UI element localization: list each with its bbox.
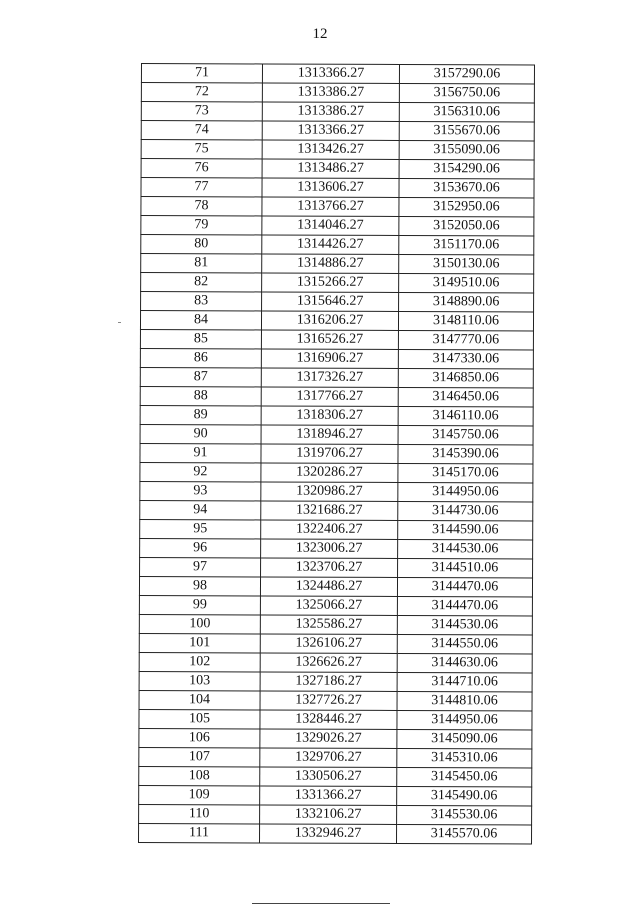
y-coordinate-cell: 3144550.06 bbox=[397, 634, 532, 654]
x-coordinate-cell: 1320986.27 bbox=[261, 482, 398, 502]
y-coordinate-cell: 3144530.06 bbox=[397, 615, 532, 635]
table-row bbox=[139, 671, 532, 692]
point-number-cell: 86 bbox=[140, 348, 261, 367]
y-coordinate-cell: 3146110.06 bbox=[398, 406, 533, 426]
y-coordinate-cell: 3155670.06 bbox=[399, 121, 534, 141]
y-coordinate-cell: 3145570.06 bbox=[397, 824, 532, 844]
x-coordinate-cell: 1323006.27 bbox=[261, 539, 398, 559]
point-number-cell: 85 bbox=[140, 329, 261, 348]
table-row bbox=[139, 747, 532, 768]
table-row bbox=[140, 348, 533, 369]
table-row bbox=[140, 311, 533, 332]
x-coordinate-cell: 1314046.27 bbox=[262, 216, 399, 236]
table-row bbox=[141, 64, 534, 85]
x-coordinate-cell: 1313366.27 bbox=[262, 64, 399, 84]
y-coordinate-cell: 3151170.06 bbox=[399, 235, 534, 255]
table-row bbox=[141, 273, 534, 294]
y-coordinate-cell: 3144510.06 bbox=[398, 558, 533, 578]
point-number-cell: 89 bbox=[140, 405, 261, 424]
table-row bbox=[141, 178, 534, 199]
table-row bbox=[139, 690, 532, 711]
x-coordinate-cell: 1327186.27 bbox=[260, 672, 397, 692]
bottom-edge-line bbox=[252, 903, 390, 904]
point-number-cell: 97 bbox=[140, 557, 261, 576]
x-coordinate-cell: 1313486.27 bbox=[262, 159, 399, 179]
y-coordinate-cell: 3144730.06 bbox=[398, 501, 533, 521]
table-row bbox=[141, 235, 534, 256]
table-row bbox=[139, 614, 532, 635]
y-coordinate-cell: 3148110.06 bbox=[398, 311, 533, 331]
point-number-cell: 71 bbox=[141, 64, 262, 83]
x-coordinate-cell: 1313426.27 bbox=[262, 140, 399, 160]
point-number-cell: 77 bbox=[141, 178, 262, 197]
x-coordinate-cell: 1313386.27 bbox=[262, 83, 399, 103]
point-number-cell: 110 bbox=[139, 804, 260, 823]
point-number-cell: 74 bbox=[141, 121, 262, 140]
x-coordinate-cell: 1319706.27 bbox=[261, 444, 398, 464]
x-coordinate-cell: 1318946.27 bbox=[261, 425, 398, 445]
x-coordinate-cell: 1318306.27 bbox=[261, 406, 398, 426]
point-number-cell: 103 bbox=[139, 671, 260, 690]
y-coordinate-cell: 3144950.06 bbox=[398, 482, 533, 502]
table-row bbox=[140, 538, 533, 559]
x-coordinate-cell: 1329706.27 bbox=[260, 748, 397, 768]
point-number-cell: 80 bbox=[141, 235, 262, 254]
table-row bbox=[141, 102, 534, 123]
coordinates-table bbox=[138, 63, 535, 845]
x-coordinate-cell: 1332106.27 bbox=[260, 805, 397, 825]
y-coordinate-cell: 3144470.06 bbox=[397, 596, 532, 616]
point-number-cell: 104 bbox=[139, 690, 260, 709]
x-coordinate-cell: 1323706.27 bbox=[261, 558, 398, 578]
table-row bbox=[139, 633, 532, 654]
table-row bbox=[140, 405, 533, 426]
table-row bbox=[139, 709, 532, 730]
table-row bbox=[139, 595, 532, 616]
point-number-cell: 84 bbox=[140, 311, 261, 330]
y-coordinate-cell: 3145310.06 bbox=[397, 748, 532, 768]
point-number-cell: 93 bbox=[140, 481, 261, 500]
table-row bbox=[139, 576, 532, 597]
point-number-cell: 111 bbox=[139, 823, 260, 842]
point-number-cell: 101 bbox=[139, 633, 260, 652]
y-coordinate-cell: 3152950.06 bbox=[399, 197, 534, 217]
table-row bbox=[140, 557, 533, 578]
table-row bbox=[140, 519, 533, 540]
x-coordinate-cell: 1331366.27 bbox=[260, 786, 397, 806]
x-coordinate-cell: 1329026.27 bbox=[260, 729, 397, 749]
x-coordinate-cell: 1317766.27 bbox=[261, 387, 398, 407]
table-row bbox=[141, 159, 534, 180]
y-coordinate-cell: 3145750.06 bbox=[398, 425, 533, 445]
point-number-cell: 91 bbox=[140, 443, 261, 462]
y-coordinate-cell: 3145490.06 bbox=[397, 786, 532, 806]
point-number-cell: 92 bbox=[140, 462, 261, 481]
y-coordinate-cell: 3145450.06 bbox=[397, 767, 532, 787]
x-coordinate-cell: 1313386.27 bbox=[262, 102, 399, 122]
table-row bbox=[140, 481, 533, 502]
table-row bbox=[139, 652, 532, 673]
point-number-cell: 106 bbox=[139, 728, 260, 747]
table-row bbox=[139, 728, 532, 749]
x-coordinate-cell: 1316906.27 bbox=[261, 349, 398, 369]
x-coordinate-cell: 1325066.27 bbox=[260, 596, 397, 616]
x-coordinate-cell: 1328446.27 bbox=[260, 710, 397, 730]
table-row bbox=[139, 823, 532, 844]
x-coordinate-cell: 1320286.27 bbox=[261, 463, 398, 483]
point-number-cell: 73 bbox=[141, 102, 262, 121]
y-coordinate-cell: 3144710.06 bbox=[397, 672, 532, 692]
x-coordinate-cell: 1325586.27 bbox=[260, 615, 397, 635]
table-row bbox=[141, 83, 534, 104]
y-coordinate-cell: 3147770.06 bbox=[398, 330, 533, 350]
point-number-cell: 105 bbox=[139, 709, 260, 728]
y-coordinate-cell: 3144530.06 bbox=[398, 539, 533, 559]
y-coordinate-cell: 3147330.06 bbox=[398, 349, 533, 369]
x-coordinate-cell: 1317326.27 bbox=[261, 368, 398, 388]
y-coordinate-cell: 3149510.06 bbox=[399, 273, 534, 293]
point-number-cell: 107 bbox=[139, 747, 260, 766]
point-number-cell: 78 bbox=[141, 197, 262, 216]
table-row bbox=[139, 785, 532, 806]
y-coordinate-cell: 3146850.06 bbox=[398, 368, 533, 388]
table-row bbox=[141, 121, 534, 142]
y-coordinate-cell: 3145390.06 bbox=[398, 444, 533, 464]
y-coordinate-cell: 3156750.06 bbox=[399, 83, 534, 103]
point-number-cell: 81 bbox=[141, 254, 262, 273]
y-coordinate-cell: 3146450.06 bbox=[398, 387, 533, 407]
point-number-cell: 79 bbox=[141, 216, 262, 235]
point-number-cell: 96 bbox=[140, 538, 261, 557]
point-number-cell: 98 bbox=[139, 576, 260, 595]
table-row bbox=[140, 386, 533, 407]
point-number-cell: 100 bbox=[139, 614, 260, 633]
table-row bbox=[140, 329, 533, 350]
point-number-cell: 102 bbox=[139, 652, 260, 671]
point-number-cell: 72 bbox=[141, 83, 262, 102]
x-coordinate-cell: 1332946.27 bbox=[260, 824, 397, 844]
table-row bbox=[140, 500, 533, 521]
x-coordinate-cell: 1316206.27 bbox=[261, 311, 398, 331]
point-number-cell: 82 bbox=[141, 273, 262, 292]
table-row bbox=[141, 254, 534, 275]
y-coordinate-cell: 3144810.06 bbox=[397, 691, 532, 711]
page-number: 12 bbox=[312, 26, 328, 42]
y-coordinate-cell: 3153670.06 bbox=[399, 178, 534, 198]
table-row bbox=[140, 424, 533, 445]
table-row bbox=[141, 197, 534, 218]
table-row bbox=[139, 804, 532, 825]
scan-artifact-mark bbox=[118, 322, 121, 323]
x-coordinate-cell: 1326626.27 bbox=[260, 653, 397, 673]
y-coordinate-cell: 3145090.06 bbox=[397, 729, 532, 749]
y-coordinate-cell: 3144950.06 bbox=[397, 710, 532, 730]
x-coordinate-cell: 1326106.27 bbox=[260, 634, 397, 654]
y-coordinate-cell: 3144470.06 bbox=[397, 577, 532, 597]
x-coordinate-cell: 1315266.27 bbox=[262, 273, 399, 293]
x-coordinate-cell: 1314426.27 bbox=[262, 235, 399, 255]
x-coordinate-cell: 1316526.27 bbox=[261, 330, 398, 350]
table-row bbox=[139, 766, 532, 787]
y-coordinate-cell: 3154290.06 bbox=[399, 159, 534, 179]
coordinates-table-body bbox=[139, 64, 535, 845]
x-coordinate-cell: 1313606.27 bbox=[262, 178, 399, 198]
table-row bbox=[141, 216, 534, 237]
point-number-cell: 109 bbox=[139, 785, 260, 804]
y-coordinate-cell: 3150130.06 bbox=[399, 254, 534, 274]
table-row bbox=[140, 462, 533, 483]
x-coordinate-cell: 1324486.27 bbox=[260, 577, 397, 597]
y-coordinate-cell: 3144630.06 bbox=[397, 653, 532, 673]
y-coordinate-cell: 3144590.06 bbox=[398, 520, 533, 540]
point-number-cell: 94 bbox=[140, 500, 261, 519]
point-number-cell: 88 bbox=[140, 386, 261, 405]
x-coordinate-cell: 1313766.27 bbox=[262, 197, 399, 217]
point-number-cell: 76 bbox=[141, 159, 262, 178]
y-coordinate-cell: 3155090.06 bbox=[399, 140, 534, 160]
x-coordinate-cell: 1327726.27 bbox=[260, 691, 397, 711]
point-number-cell: 95 bbox=[140, 519, 261, 538]
table-row bbox=[140, 367, 533, 388]
y-coordinate-cell: 3157290.06 bbox=[399, 64, 534, 84]
point-number-cell: 87 bbox=[140, 367, 261, 386]
x-coordinate-cell: 1322406.27 bbox=[261, 520, 398, 540]
point-number-cell: 90 bbox=[140, 424, 261, 443]
y-coordinate-cell: 3148890.06 bbox=[399, 292, 534, 312]
table-row bbox=[141, 140, 534, 161]
point-number-cell: 99 bbox=[139, 595, 260, 614]
y-coordinate-cell: 3145170.06 bbox=[398, 463, 533, 483]
y-coordinate-cell: 3156310.06 bbox=[399, 102, 534, 122]
x-coordinate-cell: 1313366.27 bbox=[262, 121, 399, 141]
point-number-cell: 75 bbox=[141, 140, 262, 159]
x-coordinate-cell: 1321686.27 bbox=[261, 501, 398, 521]
table-row bbox=[141, 292, 534, 313]
y-coordinate-cell: 3152050.06 bbox=[399, 216, 534, 236]
point-number-cell: 83 bbox=[141, 292, 262, 311]
y-coordinate-cell: 3145530.06 bbox=[397, 805, 532, 825]
x-coordinate-cell: 1314886.27 bbox=[262, 254, 399, 274]
table-row bbox=[140, 443, 533, 464]
x-coordinate-cell: 1330506.27 bbox=[260, 767, 397, 787]
x-coordinate-cell: 1315646.27 bbox=[262, 292, 399, 312]
point-number-cell: 108 bbox=[139, 766, 260, 785]
